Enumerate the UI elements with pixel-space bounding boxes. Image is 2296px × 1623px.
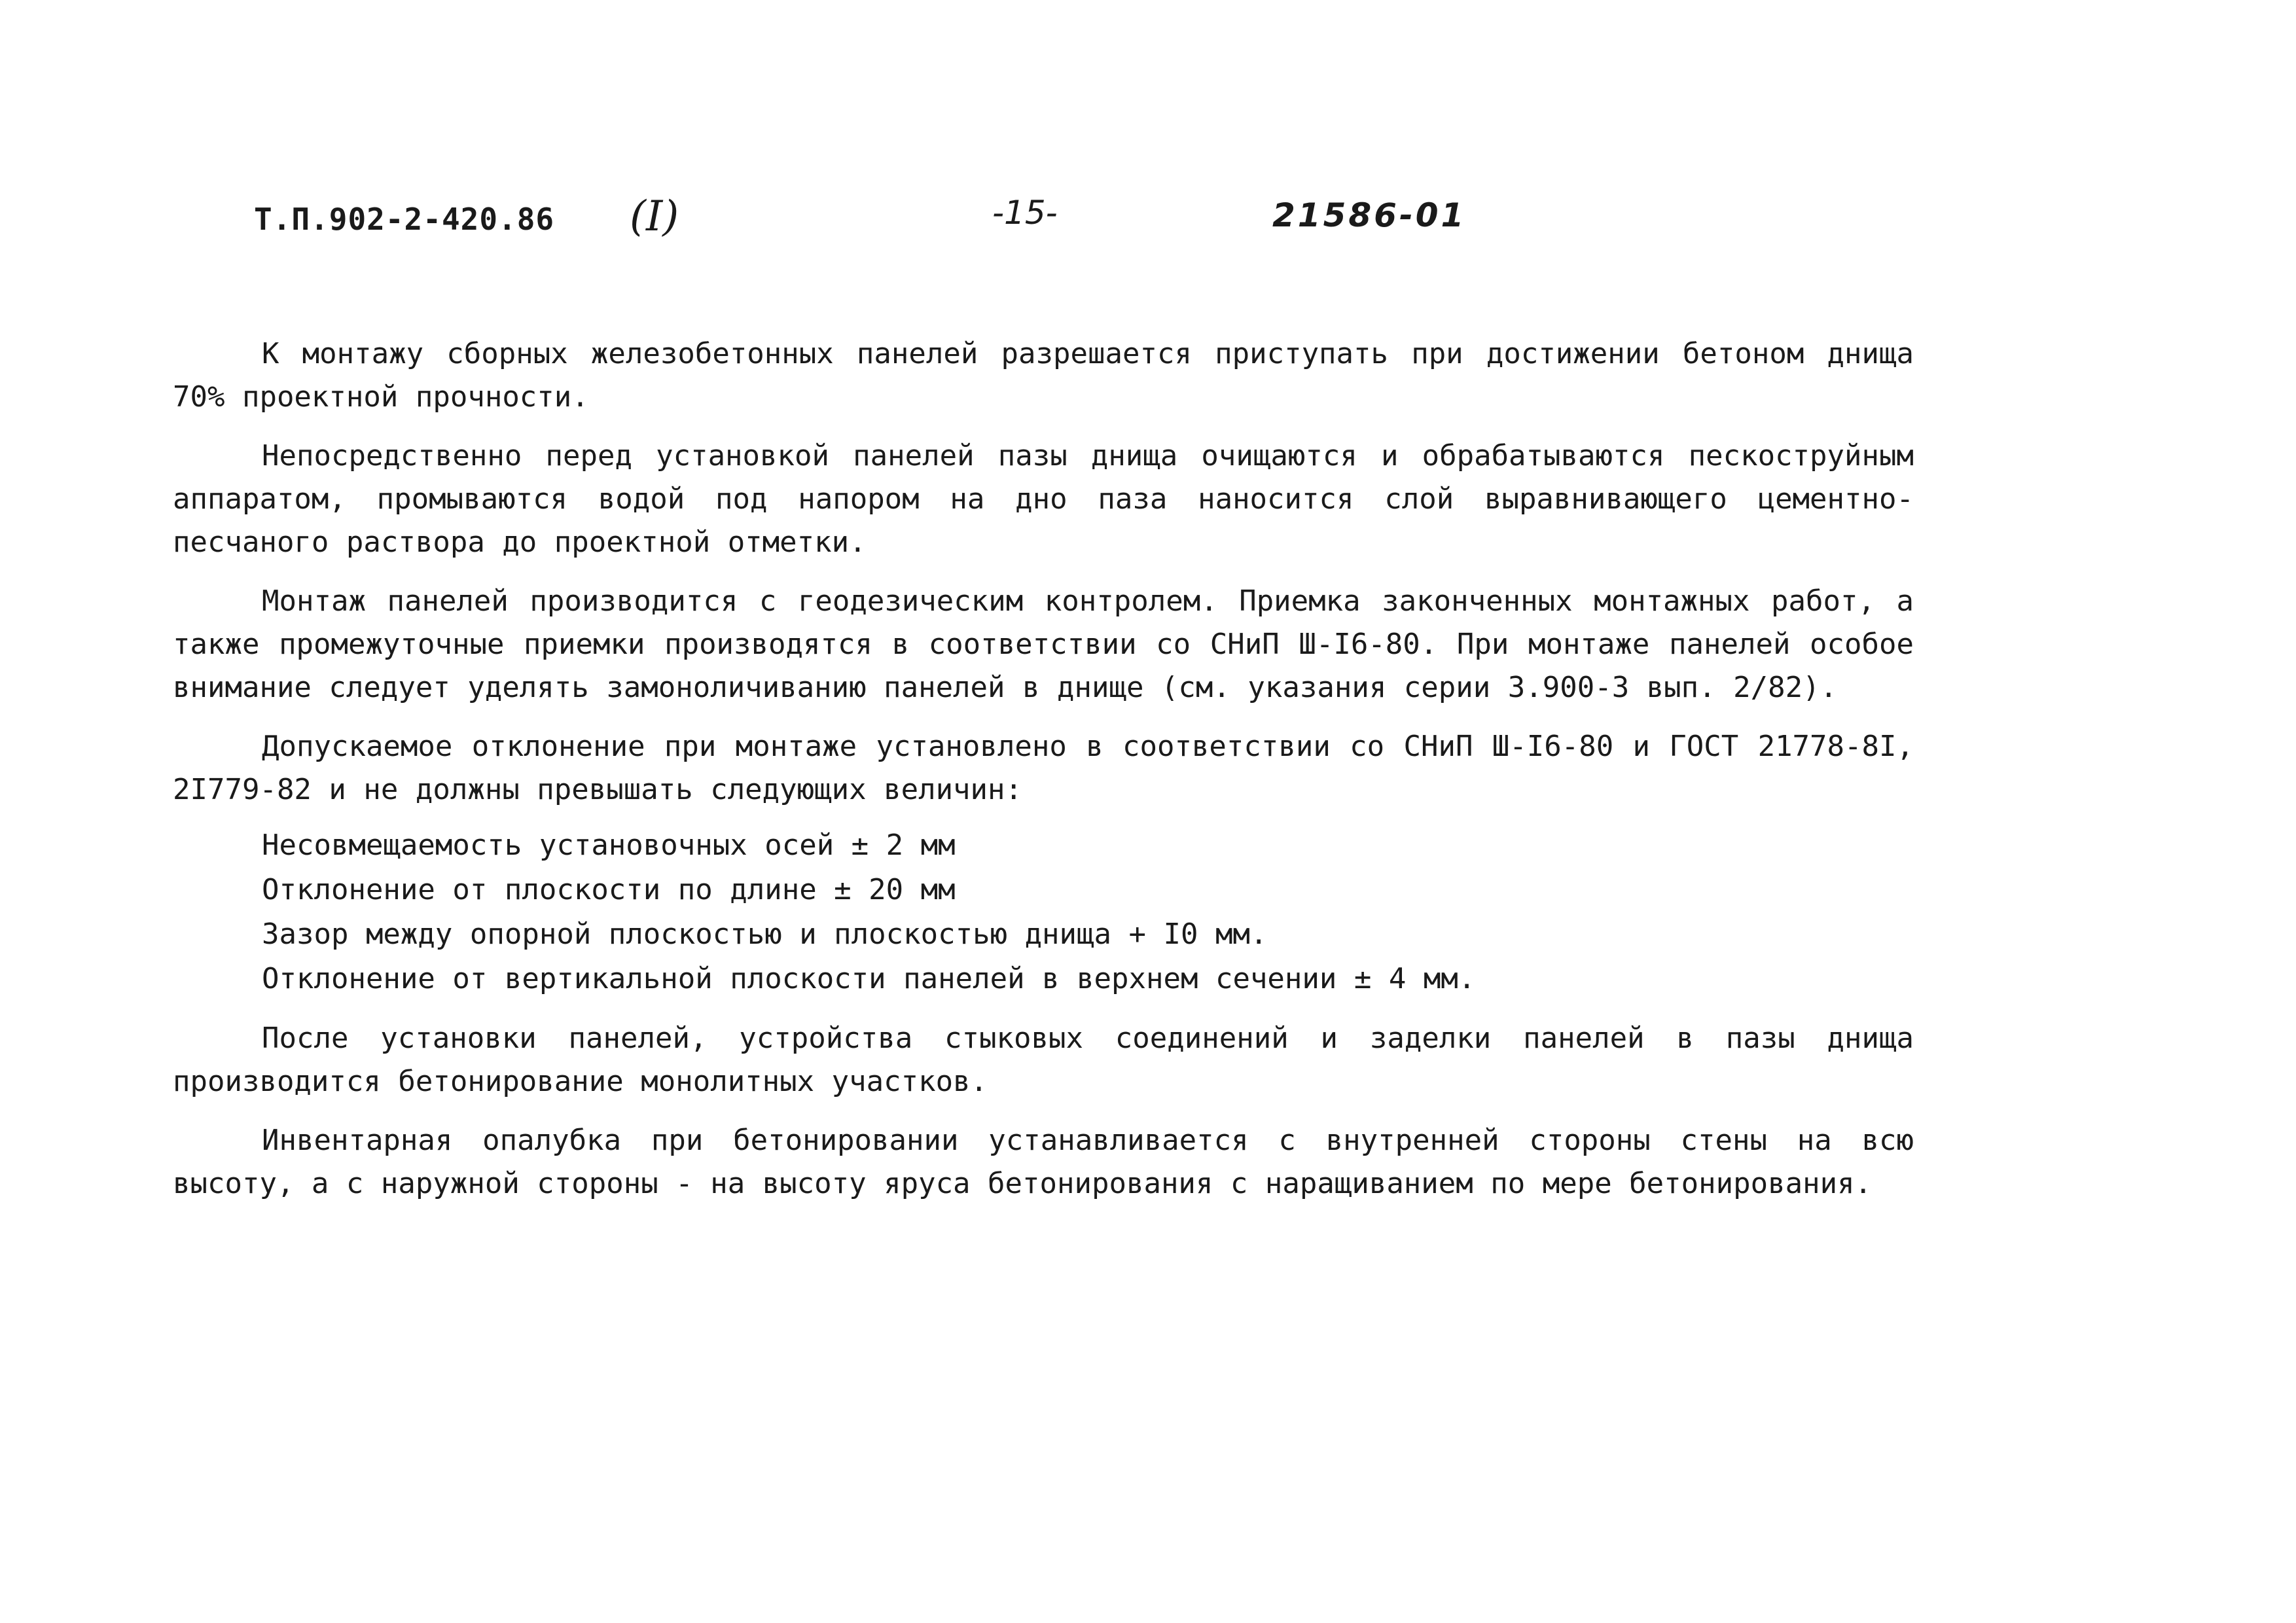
page-header — [0, 192, 2296, 249]
tolerance-item: Зазор между опорной плоскостью и плоскостью днища + I0 мм. — [262, 918, 1268, 951]
page-number: -15- — [992, 194, 1058, 232]
archive-number: 21586-01 — [1272, 196, 1467, 234]
paragraph-geodetic-control: Монтаж панелей производится с геодезическим контролем. Приемка законченных монтажных работ, а также промежуточные приемки производятся в соответствии со СНиП Ш-I6-80. При монтаже панелей особое внимание следует уделять замоноличиванию панелей в днище (см. указания серии 3.900-3 вып. 2/82). — [173, 584, 1931, 704]
paragraph-monolithic-concreting: После установки панелей, устройства стыковых соединений и заделки панелей в пазы днища производится бетонирование монолитных участков. — [173, 1022, 1931, 1098]
sheet-mark: (I) — [630, 192, 679, 241]
paragraph-assembly-start: К монтажу сборных железобетонных панелей разрешается приступать при достижении бетоном днища 70% проектной прочности. — [173, 337, 1931, 414]
tolerance-item: Несовмещаемость установочных осей ± 2 мм — [262, 829, 956, 862]
paragraph-allowed-deviation: Допускаемое отклонение при монтаже установлено в соответствии со СНиП Ш-I6-80 и ГОСТ 21778-8I, 2I779-82 и не должны превышать следующих величин: — [173, 730, 1931, 806]
tolerance-item: Отклонение от вертикальной плоскости панелей в верхнем сечении ± 4 мм. — [262, 962, 1476, 995]
tolerance-item: Отклонение от плоскости по длине ± 20 мм — [262, 873, 956, 906]
tolerance-list — [262, 823, 1914, 1001]
body-text — [173, 332, 1931, 1221]
paragraph-groove-preparation: Непосредственно перед установкой панелей пазы днища очищаются и обрабатываются пескоструйным аппаратом, промываются водой под напором на дно паза наносится слой выравнивающего цементно-песчаного раствора до проектной отметки. — [173, 439, 1931, 559]
paragraph-formwork: Инвентарная опалубка при бетонировании устанавливается с внутренней стороны стены на всю высоту, а с наружной стороны - на высоту яруса бетонирования с наращиванием по мере бетонирования. — [173, 1124, 1931, 1200]
document-code: Т.П.902-2-420.86 — [254, 202, 555, 237]
